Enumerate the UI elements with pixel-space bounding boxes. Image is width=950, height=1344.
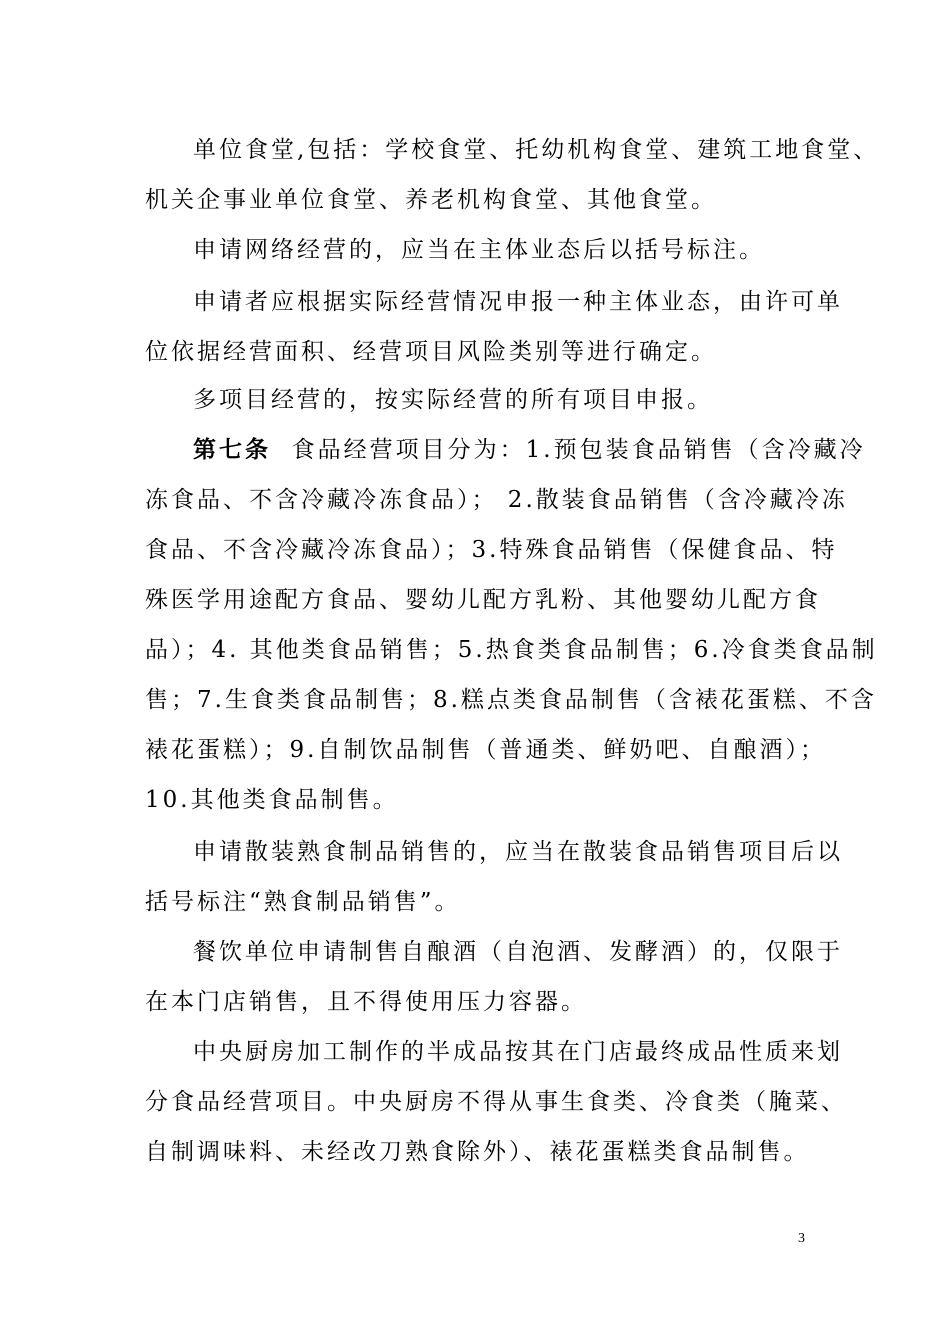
text-line: 多项目经营的，按实际经营的所有项目申报。 [193, 387, 713, 413]
text-line: 申请网络经营的，应当在主体业态后以括号标注。 [193, 237, 765, 263]
text-line: 品）；4. 其他类食品销售；5.热食类食品制售；6.冷食类食品制 [145, 637, 878, 663]
text-line: 裱花蛋糕）；9.自制饮品制售（普通类、鲜奶吧、自酿酒）； [145, 737, 826, 763]
page-number: 3 [798, 1231, 805, 1246]
text-line: 殊医学用途配方食品、婴幼儿配方乳粉、其他婴幼儿配方食 [145, 587, 821, 613]
text-line: 售；7.生食类食品制售；8.糕点类食品制售（含裱花蛋糕、不含 [145, 687, 877, 713]
text-run: 食品经营项目分为：1.预包装食品销售（含冷藏冷 [291, 437, 866, 463]
text-line: 机关企事业单位食堂、养老机构食堂、其他食堂。 [145, 187, 717, 213]
text-line: 单位食堂,包括：学校食堂、托幼机构食堂、建筑工地食堂、 [193, 137, 880, 163]
text-line: 分食品经营项目。中央厨房不得从事生食类、冷食类（腌菜、 [145, 1089, 847, 1115]
text-line: 10.其他类食品制售。 [145, 787, 399, 813]
text-line: 中央厨房加工制作的半成品按其在门店最终成品性质来划 [193, 1039, 843, 1065]
text-line: 餐饮单位申请制售自酿酒（自泡酒、发酵酒）的，仅限于 [193, 939, 843, 965]
text-line: 自制调味料、未经改刀熟食除外）、裱花蛋糕类食品制售。 [145, 1139, 810, 1165]
text-line: 食品、不含冷藏冷冻食品）；3.特殊食品销售（保健食品、特 [145, 537, 838, 563]
text-line: 位依据经营面积、经营项目风险类别等进行确定。 [145, 339, 717, 365]
text-line: 申请者应根据实际经营情况申报一种主体业态，由许可单 [193, 289, 843, 315]
text-line: 括号标注“熟食制品销售”。 [145, 889, 461, 915]
text-line: 申请散装熟食制品销售的，应当在散装食品销售项目后以 [193, 839, 843, 865]
article-paragraph-line [193, 435, 866, 465]
article-heading: 第七条 [193, 436, 271, 463]
text-line: 冻食品、不含冷藏冷冻食品）； 2.散装食品销售（含冷藏冷冻 [145, 487, 848, 513]
text-line: 在本门店销售，且不得使用压力容器。 [145, 989, 587, 1015]
